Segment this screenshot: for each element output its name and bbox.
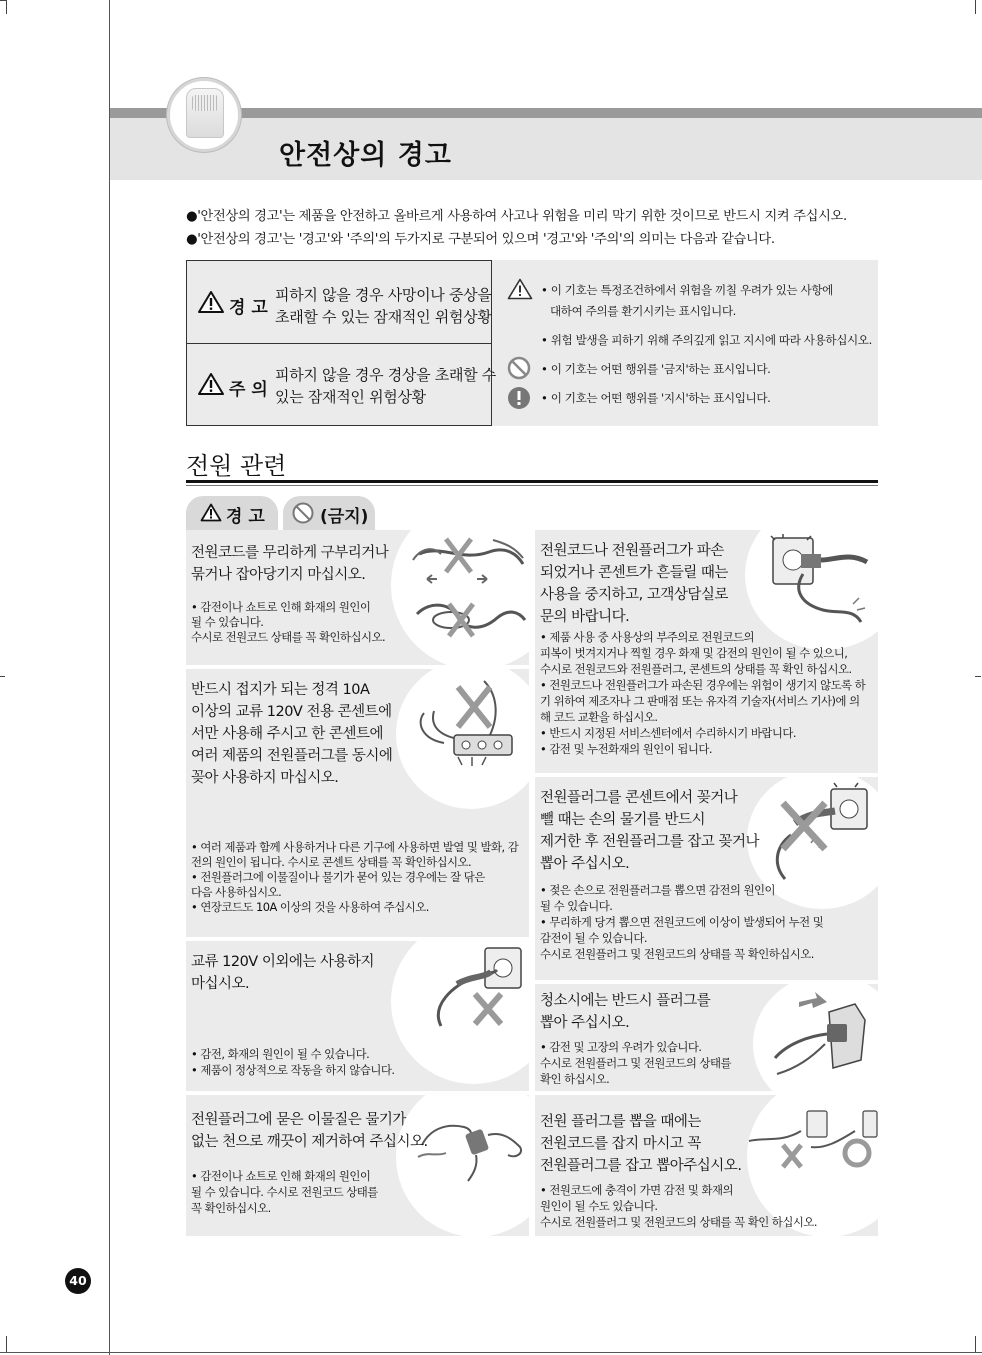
panel-heading-line: 교류 120V 이외에는 사용하지 (191, 954, 374, 970)
panel-note-line: • 전원코드에 충격이 가면 감전 및 화재의 (540, 1183, 733, 1197)
panel-heading-line: 이상의 교류 120V 전용 콘센트에 (191, 704, 392, 720)
panel-heading-line: 반드시 접지가 되는 정격 10A (191, 682, 370, 698)
damaged-plug-illustration (763, 534, 875, 634)
panel-cord-bending (186, 530, 529, 665)
panel-note-line: • 무리하게 당겨 뽑으면 전원코드에 이상이 발생되어 누전 및 (540, 915, 824, 929)
panel-note-line: • 전원코드나 전원플러그가 파손된 경우에는 위험이 생기지 않도록 하 (540, 678, 866, 692)
prohibit-icon (507, 356, 531, 380)
intro-line-1: ●'안전상의 경고'는 제품을 안전하고 올바르게 사용하여 사고나 위험을 미리 막기 위한 것이므로 반드시 지켜 주십시오. (186, 209, 847, 224)
symbol-desc-2: • 위험 발생을 피하기 위해 주의깊게 읽고 지시에 따라 사용하십시오. (541, 333, 872, 347)
legend-divider (186, 343, 492, 344)
crop-mark (6, 0, 7, 14)
panel-note-line: 다음 사용하십시오. (191, 885, 282, 899)
panel-heading-line: 전원 플러그를 뽑을 때에는 (540, 1114, 701, 1130)
panel-cleaning-unplug (535, 984, 878, 1091)
panel-note-line: 기 위하여 제조자나 그 판매점 또는 유자격 기술자(서비스 기사)에 의 (540, 694, 860, 708)
panel-heading-line: 사용을 중지하고, 고객상담실로 (540, 587, 728, 603)
prohibit-icon (292, 502, 314, 524)
panel-note-line: • 연장코드도 10A 이상의 것을 사용하여 주십시오. (191, 900, 429, 914)
legend-warning-text-2: 초래할 수 있는 잠재적인 위험상황 (275, 308, 492, 326)
panel-voltage (186, 941, 529, 1091)
symbol-desc-3: • 이 기호는 어떤 행위를 '금지'하는 표시입니다. (541, 362, 771, 376)
panel-heading-line: 전원코드를 무리하게 구부리거나 (191, 545, 389, 561)
panel-note-line: 원인이 될 수도 있습니다. (540, 1199, 658, 1213)
panel-note-line: 감전이 될 수 있습니다. (540, 931, 648, 945)
panel-heading-line: 묶거나 잡아당기지 마십시오. (191, 567, 366, 583)
panel-note-line: • 감전이나 쇼트로 인해 화재의 원인이 (191, 1169, 371, 1183)
unplug-cleaning-illustration (769, 988, 873, 1088)
panel-note-line: 될 수 있습니다. 수시로 전원코드 상태를 (191, 1185, 378, 1199)
legend-caution-text-1: 피하지 않을 경우 경상을 초래할 수 (275, 366, 497, 384)
panel-note-line: • 전원플러그에 이물질이나 물기가 묻어 있는 경우에는 잘 닦은 (191, 870, 485, 884)
symbol-desc-4: • 이 기호는 어떤 행위를 '지시'하는 표시입니다. (541, 391, 771, 405)
panel-note-line: 피복이 벗겨지거나 찍힐 경우 화재 및 감전의 원인이 될 수 있으니, (540, 646, 848, 660)
panel-heading-line: 꽂아 사용하지 마십시오. (191, 770, 339, 786)
symbol-desc-1: • 이 기호는 특정조건하에서 위험을 끼칠 우려가 있는 사항에 (541, 283, 833, 297)
header-band (110, 118, 982, 180)
section-rule-thin (186, 485, 878, 486)
left-margin-line (109, 0, 110, 1355)
panel-note-line: • 감전 및 누전화재의 원인이 됩니다. (540, 742, 712, 756)
panel-note-line: 확인 하십시오. (540, 1072, 610, 1086)
panel-note-line: • 감전 및 고장의 우려가 있습니다. (540, 1040, 702, 1054)
panel-note-line: 될 수 있습니다. (540, 899, 613, 913)
multi-plug-outlet-illustration (414, 673, 524, 773)
panel-heading-line: 전원코드나 전원플러그가 파손 (540, 543, 724, 559)
tab-prohibit-label: (금지) (320, 507, 369, 527)
wet-hands-plug-illustration (765, 783, 875, 883)
panel-heading-line: 여러 제품의 전원플러그를 동시에 (191, 748, 393, 764)
bottom-margin-line (0, 1352, 982, 1353)
panel-note-line: 해 코드 교환을 하십시오. (540, 710, 658, 724)
legend-warning-label: 경 고 (229, 298, 268, 318)
panel-note-line: • 반드시 지정된 서비스센터에서 수리하시기 바랍니다. (540, 726, 797, 740)
section-rule (186, 480, 878, 483)
section-title: 전원 관련 (186, 452, 287, 480)
panel-note-line: 수시로 전원플러그 및 전원코드의 상태를 꼭 확인 하십시오. (540, 1215, 818, 1229)
panel-note-line: 전의 원인이 됩니다. 수시로 콘센트 상태를 꼭 확인하십시오. (191, 855, 472, 869)
legend-caution-text-2: 있는 잠재적인 위험상황 (275, 388, 426, 406)
symbol-desc-1b: 대하여 주의를 환기시키는 표시입니다. (550, 304, 736, 318)
legend-caution-label: 주 의 (229, 380, 268, 400)
panel-note-line: 꼭 확인하십시오. (191, 1201, 271, 1215)
panel-plug-cleaning (186, 1095, 529, 1236)
panel-note-line: • 제품이 정상적으로 작동을 하지 않습니다. (191, 1063, 395, 1077)
panel-heading-line: 서만 사용해 주시고 한 콘센트에 (191, 726, 384, 742)
crop-mark (975, 0, 976, 14)
tab-prohibit (283, 496, 375, 530)
crop-mark (6, 1336, 7, 1352)
voltage-outlet-illustration (431, 946, 529, 1056)
air-purifier-image (186, 88, 224, 138)
panel-heading-line: 뽑아 주십시오. (540, 856, 630, 872)
crop-mark (975, 1336, 976, 1352)
panel-heading-line: 전원플러그에 묻은 이물질은 물기가 (191, 1112, 406, 1128)
panel-note-line: • 여러 제품과 함께 사용하거나 다른 기구에 사용하면 발열 및 발화, 감 (191, 840, 519, 854)
panel-note-line: 수시로 전원코드와 전원플러그, 콘센트의 상태를 꼭 확인 하십시오. (540, 662, 852, 676)
panel-heading-line: 청소시에는 반드시 플러그를 (540, 993, 711, 1009)
panel-note-line: 수시로 전원플러그 및 전원코드의 상태를 꼭 확인하십시오. (540, 947, 814, 961)
pull-plug-illustration (745, 1109, 877, 1179)
panel-wet-hands (535, 777, 878, 980)
warning-triangle-icon (197, 290, 225, 314)
panel-heading-line: 전원플러그를 콘센트에서 꽂거나 (540, 790, 738, 806)
mandatory-icon (507, 386, 531, 410)
tab-warning-label: 경 고 (226, 507, 265, 527)
panel-heading-line: 되었거나 콘센트가 흔들릴 때는 (540, 565, 728, 581)
warning-triangle-icon (200, 503, 222, 522)
crop-mark (0, 676, 5, 677)
panel-heading-line: 없는 천으로 깨끗이 제거하여 주십시오. (191, 1134, 428, 1150)
panel-heading-line: 전원코드를 잡지 마시고 꼭 (540, 1136, 701, 1152)
panel-note-line: 수시로 전원플러그 및 전원코드의 상태를 (540, 1056, 732, 1070)
panel-note-line: • 감전이나 쇼트로 인해 화재의 원인이 (191, 600, 371, 614)
tab-warning (186, 496, 278, 530)
panel-pull-plug (535, 1095, 878, 1236)
panel-heading-line: 전원플러그를 잡고 뽑아주십시오. (540, 1158, 742, 1174)
panel-damaged-cord (535, 530, 878, 773)
plug-cleaning-illustration (416, 1105, 526, 1185)
legend-warning-text-1: 피하지 않을 경우 사망이나 중상을 (275, 286, 492, 304)
panel-heading-line: 뽑아 주십시오. (540, 1015, 630, 1031)
panel-heading-line: 뺄 때는 손의 물기를 반드시 (540, 812, 706, 828)
page-title: 안전상의 경고 (279, 140, 452, 171)
panel-note-line: • 젖은 손으로 전원플러그를 뽑으면 감전의 원인이 (540, 883, 776, 897)
caution-triangle-icon (197, 372, 225, 396)
panel-heading-line: 제거한 후 전원플러그를 잡고 꽂거나 (540, 834, 760, 850)
cord-bending-illustration (411, 534, 526, 654)
panel-outlet-rating (186, 669, 529, 937)
panel-note-line: • 감전, 화재의 원인이 될 수 있습니다. (191, 1047, 370, 1061)
panel-note-line: • 제품 사용 중 사용상의 부주의로 전원코드의 (540, 630, 755, 644)
page-number: 40 (65, 1268, 91, 1294)
panel-note-line: 수시로 전원코드 상태를 꼭 확인하십시오. (191, 630, 386, 644)
panel-note-line: 될 수 있습니다. (191, 615, 264, 629)
intro-line-2: ●'안전상의 경고'는 '경고'와 '주의'의 두가지로 구분되어 있으며 '경고'와 '주의'의 의미는 다음과 같습니다. (186, 232, 775, 247)
attention-triangle-icon (507, 278, 533, 300)
panel-heading-line: 마십시오. (191, 976, 250, 992)
panel-heading-line: 문의 바랍니다. (540, 609, 630, 625)
crop-mark (975, 676, 981, 677)
